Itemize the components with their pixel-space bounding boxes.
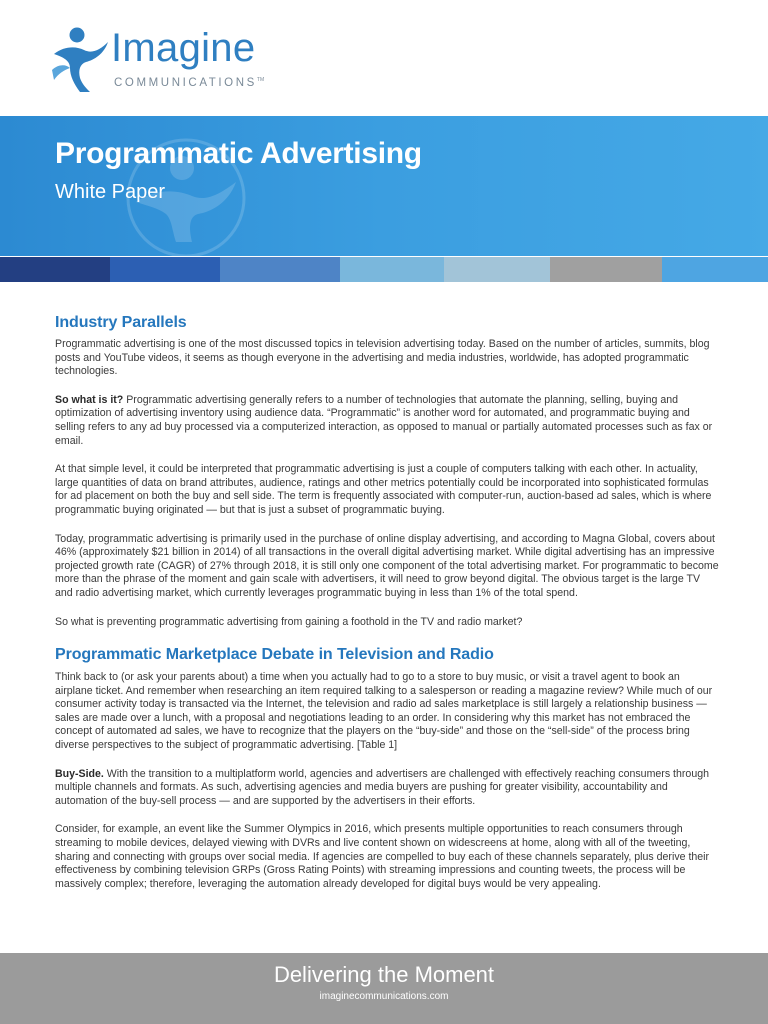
paragraph: So what is preventing programmatic advertising from gaining a foothold in the TV and radio market? [55,615,523,628]
logo-trademark: TM [256,77,265,83]
color-stripe-bar [0,257,768,282]
document-title: Programmatic Advertising [55,137,422,170]
company-logo [50,24,290,94]
paragraph-lead: So what is it? [55,393,124,406]
stripe-segment [340,257,444,282]
stripe-segment [0,257,110,282]
section-heading-marketplace-debate: Programmatic Marketplace Debate in Television and Radio [55,646,494,664]
main-content [55,312,720,906]
footer-tagline: Delivering the Moment [273,962,495,987]
paragraph: At that simple level, it could be interpreted that programmatic advertising is just a couple of computers talking with each other. In actuality, large quantities of data on brand attributes, audience, ratings and other metrics potentially could be incorporated into sophisticated formulas for ad placement on both the buy and sell side. The term is frequently associated with computer-run, auction-based ad sales, which is where programmatic buying originated — but that is just a subset of programmatic buying. [55,463,712,516]
document-subtitle: White Paper [55,181,166,203]
paragraph-text: With the transition to a multiplatform world, agencies and advertisers are challenged with effectively reaching consumers through multiple channels and formats. As such, advertising agencies and media buyers are pushing for greater visibility, accountability and automation of the buy-sell process — and are supported by the advertisers in their efforts. [55,767,709,807]
stripe-segment [220,257,340,282]
paragraph: Consider, for example, an event like the Summer Olympics in 2016, which presents multiple opportunities to reach consumers through streaming to mobile devices, delayed viewing with DVRs and live content shown on widescreens at home, along with all of the tweeting, sharing and connecting with groups over social media. If agencies are compelled to buy each of these channels separately, plus derive their effectiveness by combining television GRPs (Gross Rating Points) with streaming impressions and counting tweets, the process will be massively complex; therefore, leveraging the automation already developed for digital buys would be very appealing. [55,823,710,890]
paragraph: Today, programmatic advertising is primarily used in the purchase of online display advertising, and according to Magna Global, covers about 46% (approximately $21 billion in 2014) of all transactions in the overall digital advertising market. While digital advertising has an impressive projected growth rate (CAGR) of 27% through 2018, it is still only one component of the total advertising market. For programmatic to become more than the phrase of the moment and gain scale with advertisers, it will need to grow beyond digital. The obvious target is the large TV and radio advertising market, which currently leverages programmatic buying in less than 1% of the total spend. [55,532,719,599]
paragraph [55,394,720,448]
stripe-segment [110,257,220,282]
paragraph-lead: Buy-Side. [55,767,104,780]
paragraph: Think back to (or ask your parents about) a time when you actually had to go to a store to buy music, or visit a travel agent to book an airplane ticket. And remember when researching an item required talking to a salesperson or reading a magazine review? While much of our consumer activity today is transacted via the Internet, the television and radio ad sales marketplace is still largely a relationship business — sales are made over a lunch, with a proposal and negotiations leading to an order. In considering why this market has not embraced the concept of automated ad sales, we have to recognize that the players on the “buy-side” and those on the “sell-side” of the process bring diverse perspectives to the subject of programmatic advertising. [Table 1] [55,671,713,752]
stripe-segment [550,257,662,282]
page-footer [0,953,768,1024]
title-banner [0,116,768,256]
logo-subtitle-text: COMMUNICATIONS [114,76,257,89]
paragraph: Programmatic advertising is one of the most discussed topics in television advertising today. Based on the number of articles, summits, blog posts and YouTube videos, it seems as though everyone in the advertising and media industries, worldwide, has adopted programmatic technologies. [55,338,710,378]
paragraph-text: Programmatic advertising generally refers to a number of technologies that automate the planning, selling, buying and optimization of advertising inventory using audience data. “Programmatic” is another word for automated, and programmatic buying and selling refers to any ad buy processed via a computerized interaction, as opposed to manual or partially automated processes such as fax or email. [55,393,713,447]
stripe-segment [444,257,550,282]
footer-website-link[interactable]: imaginecommunications.com [319,991,449,1002]
logo-wordmark: Imagine [111,26,256,70]
figure-logo-icon [50,24,112,94]
logo-subtitle [114,73,264,90]
paragraph [55,768,720,809]
section-heading-industry-parallels: Industry Parallels [55,314,187,331]
stripe-segment [662,257,768,282]
